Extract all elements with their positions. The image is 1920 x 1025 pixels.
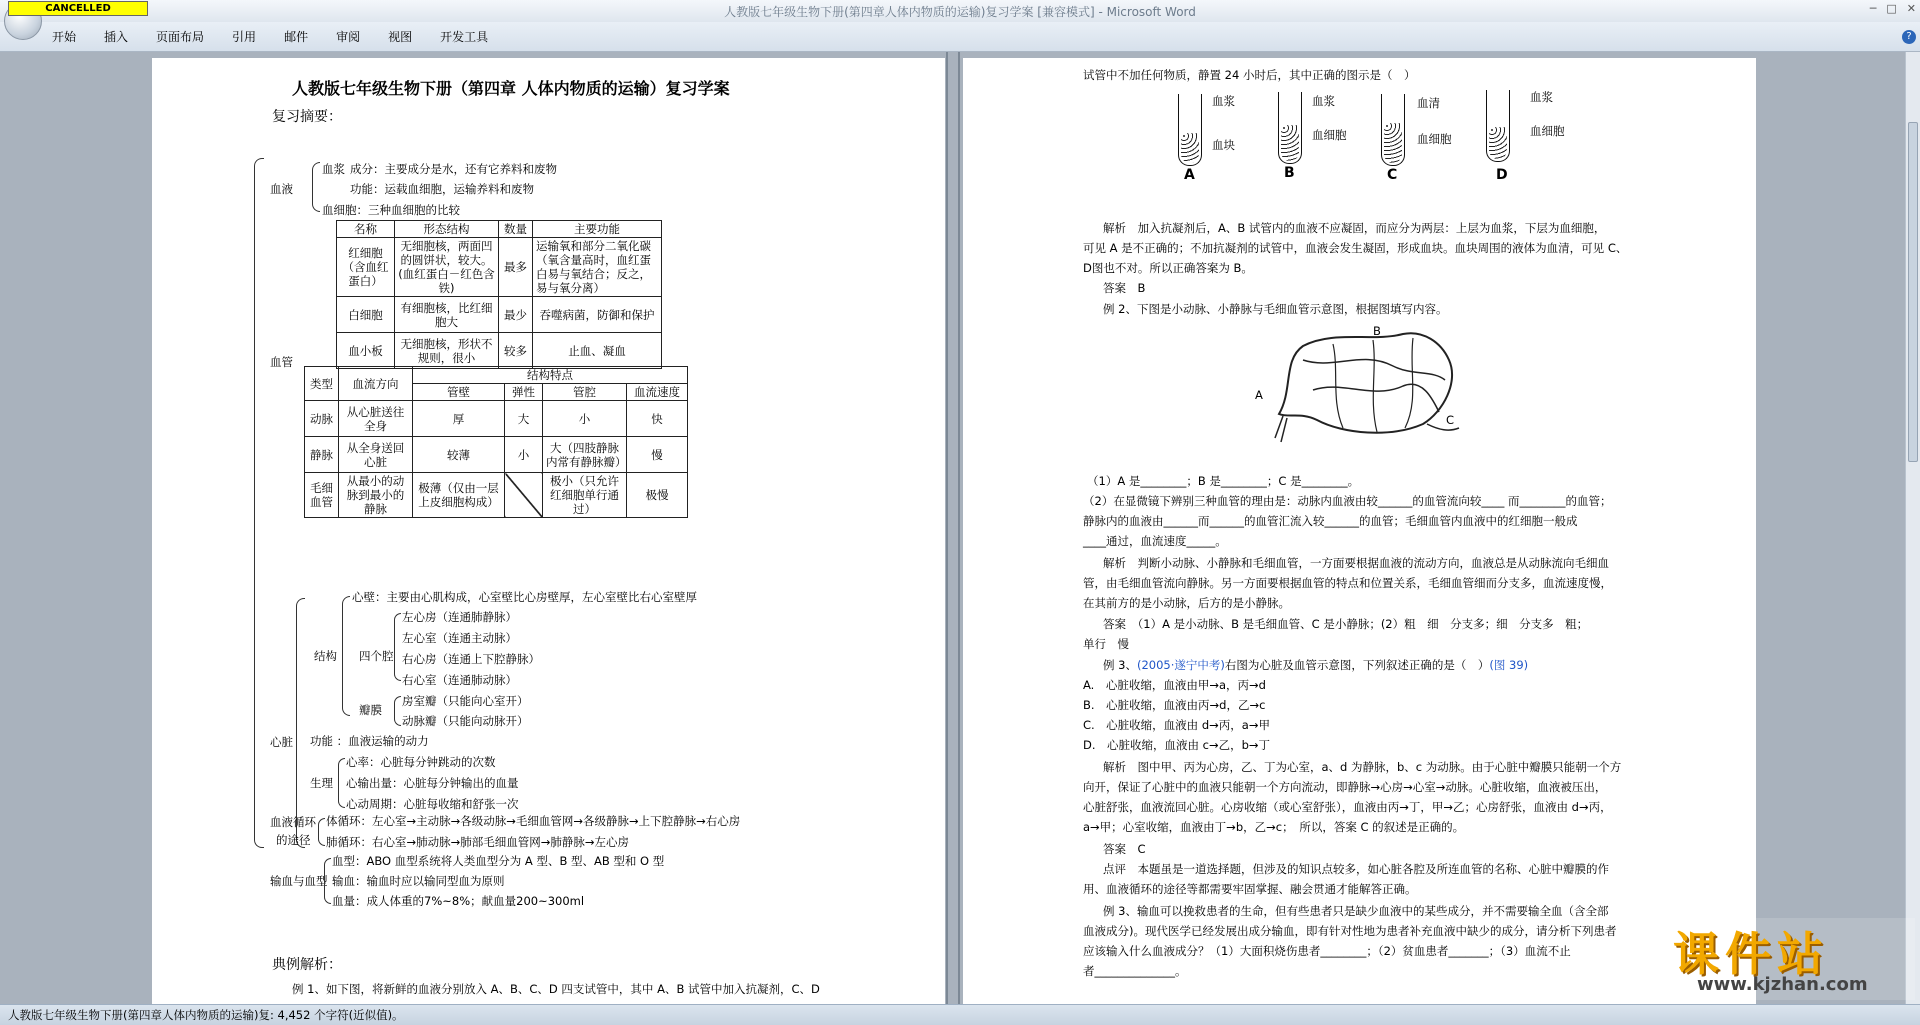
comment-a: 点评 本题虽是一道选择题，但涉及的知识点较多，如心脏各腔及所连血管的名称、心脏中瓣膜的作 [1103, 862, 1609, 876]
table-cell: 从心脏送往全身 [339, 401, 413, 437]
tab-page-layout[interactable]: 页面布局 [156, 30, 205, 44]
tab-mailings[interactable]: 邮件 [284, 30, 309, 44]
heart-wall: 心壁：主要由心肌构成，心室壁比心房壁厚，左心室壁比右心室壁厚 [352, 590, 697, 604]
summary-heading: 复习摘要： [272, 109, 342, 125]
right-atrium: 右心房（连通上下腔静脉） [402, 652, 540, 666]
table-cell: 动脉 [305, 401, 339, 437]
table-cell: 从全身送回心脏 [339, 437, 413, 473]
table-cell: 最少 [499, 297, 533, 333]
table-cell: 厚 [413, 401, 505, 437]
vessels-label: 血管 [270, 355, 293, 369]
table-cell: 较薄 [413, 437, 505, 473]
plasma-label: 血浆 [322, 162, 345, 176]
th-count: 数量 [499, 221, 533, 238]
semilunar-valve: 动脉瓣（只能向动脉开） [402, 714, 529, 728]
cardiac-output: 心输出量：心脏每分钟输出的血量 [346, 776, 519, 790]
tube-c-bottom-label: 血细胞 [1417, 132, 1452, 146]
tube-d-bottom-label: 血细胞 [1530, 124, 1565, 138]
example-3-figure-link[interactable]: (图 39) [1489, 658, 1529, 672]
table-cell: 止血、凝血 [533, 333, 662, 369]
blood-volume: 血量：成人体重的7%~8%；献血量200~300ml [332, 894, 585, 908]
heart-label: 心脏 [270, 735, 293, 749]
example-3-source-link[interactable]: (2005·遂宁中考) [1136, 658, 1225, 672]
example-4b: 血液成分)。现代医学已经发展出成分输血，即有针对性地为患者补充血液中缺少的成分，请分析下列患者 [1083, 924, 1617, 938]
window-title: 人教版七年级生物下册(第四章人体内物质的运输)复习学案 [兼容模式] - Microsoft Word [724, 5, 1196, 19]
heart-function: 功能 ：血液运输的动力 [310, 734, 429, 748]
th-structure: 形态结构 [395, 221, 499, 238]
tube-a-top-label: 血浆 [1212, 94, 1235, 108]
table-row [305, 401, 688, 437]
transfusion-brace [324, 858, 331, 904]
tube-d-letter: D [1496, 167, 1508, 183]
window-controls [1870, 2, 1916, 15]
tab-view[interactable]: 视图 [388, 30, 413, 44]
table-cell: 白细胞 [337, 297, 395, 333]
analysis-3d: a→甲；心室收缩，血液由丁→b，乙→c； 所以，答案 C 的叙述是正确的。 [1083, 820, 1465, 834]
table-row [305, 437, 688, 473]
table-row [337, 297, 662, 333]
circulation-brace [318, 818, 325, 846]
example-3 [1103, 658, 1528, 672]
table-row [305, 473, 688, 518]
option-d: D. 心脏收缩，血液由 c→乙，b→丁 [1083, 738, 1271, 752]
analysis-2a: 解析 判断小动脉、小静脉和毛细血管，一方面要根据血液的流动方向，血液总是从动脉流向毛细血 [1103, 556, 1609, 570]
ribbon-tabs [0, 22, 1920, 52]
table-cell: 血小板 [337, 333, 395, 369]
table-cell: 慢 [627, 437, 688, 473]
vessel-table [304, 366, 688, 518]
table-cell: 快 [627, 401, 688, 437]
question-2c: ____通过，血流速度_____。 [1083, 534, 1227, 548]
physiology-brace [338, 758, 345, 808]
question-2b: 静脉内的血液由______而______的血管汇流入较______的血管；毛细血管内血液中的红细胞一般成 [1083, 514, 1578, 528]
th-lumen: 管腔 [543, 384, 627, 401]
chambers-brace [394, 613, 401, 681]
th-direction: 血流方向 [339, 367, 413, 401]
table-cell: 小 [505, 437, 543, 473]
example-4d: 者______________。 [1083, 964, 1187, 978]
answer-3: 答案 C [1103, 842, 1146, 856]
pulmonary-circulation: 肺循环：右心室→肺动脉→肺部毛细血管网→肺静脉→左心房 [326, 835, 630, 849]
left-atrium: 左心房（连通肺静脉） [402, 610, 517, 624]
answer-2a: 答案 （1）A 是小动脉、B 是毛细血管、C 是小静脉；(2）粗 细 分支多；细 分支多 粗； [1103, 617, 1589, 631]
th-speed: 血流速度 [627, 384, 688, 401]
table-cell: 静脉 [305, 437, 339, 473]
tab-review[interactable]: 审阅 [336, 30, 361, 44]
th-name: 名称 [337, 221, 395, 238]
watermark-url: www.kjzhan.com [1697, 974, 1868, 995]
plasma-function: 功能：运载血细胞，运输养料和废物 [350, 182, 534, 196]
th-type: 类型 [305, 367, 339, 401]
circulation-label-2: 的途径 [276, 833, 311, 847]
outline-brace [254, 158, 264, 848]
status-bar [0, 1004, 1920, 1025]
tab-developer[interactable]: 开发工具 [440, 30, 489, 44]
table-cell: 最多 [499, 238, 533, 297]
four-chambers-label: 四个腔 [359, 649, 394, 663]
table-cell: 极薄（仅由一层上皮细胞构成） [413, 473, 505, 518]
heart-rate: 心率：心脏每分钟跳动的次数 [346, 755, 496, 769]
tab-insert[interactable]: 插入 [104, 30, 129, 44]
table-cell: 从最小的动脉到最小的静脉 [339, 473, 413, 518]
tab-home[interactable]: 开始 [52, 30, 77, 44]
blood-label: 血液 [270, 182, 293, 196]
table-row [337, 238, 662, 297]
av-valve: 房室瓣（只能向心室开） [402, 694, 529, 708]
analysis-1c: D图也不对。所以正确答案为 B。 [1083, 261, 1253, 275]
tube-c-top-label: 血清 [1417, 96, 1440, 110]
table-cell: 大（四肢静脉内常有静脉瓣） [543, 437, 627, 473]
table-cell: 运输氧和部分二氧化碳（氧含量高时，血红蛋白易与氧结合；反之，易与氧分离） [533, 238, 662, 297]
document-title: 人教版七年级生物下册（第四章 人体内物质的运输）复习学案 [292, 79, 730, 98]
table-cell: 有细胞核，比红细胞大 [395, 297, 499, 333]
blood-cells-line: 血细胞：三种血细胞的比较 [322, 203, 460, 217]
example-3-prefix: 例 3、 [1103, 658, 1137, 672]
table-cell: 毛细血管 [305, 473, 339, 518]
analysis-2c: 在其前方的是小动脉，后方的是小静脉。 [1083, 596, 1290, 610]
example-4a: 例 3、输血可以挽救患者的生命，但有些患者只是缺少血液中的某些成分，并不需要输全血（含全部 [1103, 904, 1609, 918]
maximize-icon[interactable]: □ [1886, 2, 1897, 15]
table-cell: 较多 [499, 333, 533, 369]
ex1-continued: 试管中不加任何物质，静置 24 小时后，其中正确的图示是（ ） [1083, 68, 1416, 82]
tab-references[interactable]: 引用 [232, 30, 257, 44]
circulation-label-1: 血液循环 [270, 815, 316, 829]
page-1[interactable] [152, 58, 945, 1004]
example-4c: 应该输入什么血液成分？（1）大面积烧伤患者________；（2）贫血患者_______；（3）血流不止 [1083, 944, 1571, 958]
valve-label: 瓣膜 [359, 703, 382, 717]
watermark [1665, 918, 1915, 1000]
title-bar [0, 0, 1920, 22]
document-area[interactable] [0, 52, 1905, 1004]
tube-b-top-label: 血浆 [1312, 94, 1335, 108]
table-cell: 吞噬病菌，防御和保护 [533, 297, 662, 333]
test-tube-a [1178, 94, 1202, 166]
question-1: （1）A 是________；B 是________；C 是________。 [1087, 474, 1360, 488]
cardiac-cycle: 心动周期：心脏每收缩和舒张一次 [346, 797, 519, 811]
page-gutter-right [958, 52, 960, 1004]
table-cell: 红细胞（含血红蛋白） [337, 238, 395, 297]
table-cell: 极小（只允许红细胞单行通过） [543, 473, 627, 518]
test-tube-b [1278, 92, 1302, 164]
th-function: 主要功能 [533, 221, 662, 238]
test-tube-d [1486, 90, 1510, 162]
analysis-2b: 管，由毛细血管流向静脉。另一方面要根据血管的特点和位置关系，毛细血管细而分支多，血流速度慢， [1083, 576, 1612, 590]
heart-brace [296, 598, 305, 848]
tube-a-letter: A [1184, 167, 1195, 183]
minimize-icon[interactable]: ─ [1869, 2, 1877, 15]
question-2a: （2）在显微镜下辨别三种血管的理由是：动脉内血液由较______的血管流向较____ 而________的血管； [1083, 494, 1612, 508]
table-cell: 极慢 [627, 473, 688, 518]
transfusion-label: 输血与血型 [270, 874, 328, 888]
option-b: B. 心脏收缩，血液由丙→d，乙→c [1083, 698, 1266, 712]
tube-c-letter: C [1387, 167, 1398, 183]
blood-types: 血型：ABO 血型系统将人类血型分为 A 型、B 型、AB 型和 O 型 [332, 854, 665, 868]
scrollbar-thumb[interactable] [1908, 122, 1918, 462]
close-icon[interactable]: ✕ [1906, 2, 1916, 15]
analysis-1a: 解析 加入抗凝剂后，A、B 试管内的血液不应凝固，而应分为两层：上层为血浆，下层为血细胞， [1103, 221, 1606, 235]
example-3-text: 右图为心脏及血管示意图，下列叙述正确的是（ ） [1224, 658, 1490, 672]
blood-cell-table [336, 220, 662, 369]
diagram-label-b: B [1373, 324, 1381, 338]
vertical-scrollbar[interactable] [1905, 52, 1920, 1004]
examples-heading: 典例解析： [272, 957, 342, 973]
watermark-brand: 课件站 [1673, 927, 1829, 981]
analysis-3b: 向开，保证了心脏中的血液只能朝一个方向流动，即静脉→心房→心室→动脉。心脏收缩，血液被压出， [1083, 780, 1607, 794]
systemic-circulation: 体循环：左心室→主动脉→各级动脉→毛细血管网→各级静脉→上下腔静脉→右心房 [326, 814, 741, 828]
analysis-3a: 解析 图中甲、丙为心房，乙、丁为心室，a、d 为静脉，b、c 为动脉。由于心脏中瓣膜只能朝一个方 [1103, 760, 1622, 774]
page-gutter-left [946, 52, 948, 1004]
tube-b-letter: B [1284, 165, 1295, 181]
test-tube-c [1381, 94, 1405, 166]
structure-brace [342, 596, 350, 716]
table-cell: 无细胞核，形状不规则，很小 [395, 333, 499, 369]
table-cell-diagonal [505, 473, 543, 518]
status-text: 人教版七年级生物下册(第四章人体内物质的运输)复: 4,452 个字符(近似值)。 [8, 1008, 404, 1022]
example-1-text: 例 1、如下图，将新鲜的血液分别放入 A、B、C、D 四支试管中，其中 A、B 试管中加入抗凝剂，C、D [292, 982, 820, 996]
help-icon[interactable]: ? [1902, 30, 1916, 44]
th-elasticity: 弹性 [505, 384, 543, 401]
physiology-label: 生理 [310, 776, 333, 790]
table-row [337, 333, 662, 369]
transfusion-rule: 输血：输血时应以输同型血为原则 [332, 874, 505, 888]
test-tube-figure [1178, 80, 1565, 190]
tube-d-top-label: 血浆 [1530, 90, 1553, 104]
comment-b: 用、血液循环的途径等都需要牢固掌握、融会贯通才能解答正确。 [1083, 882, 1417, 896]
option-c: C. 心脏收缩，血液由 d→丙，a→甲 [1083, 718, 1270, 732]
table-cell: 无细胞核，两面凹的圆饼状，较大。(血红蛋白－红色含铁) [395, 238, 499, 297]
tube-a-bottom-label: 血块 [1212, 138, 1235, 152]
tube-b-bottom-label: 血细胞 [1312, 128, 1347, 142]
page-2[interactable] [963, 58, 1756, 1004]
th-structure: 结构特点 [413, 367, 688, 384]
right-ventricle: 右心室（连通肺动脉） [402, 673, 517, 687]
plasma-composition: 成分：主要成分是水，还有它养料和废物 [350, 162, 557, 176]
valve-brace [394, 696, 401, 726]
heart-structure-label: 结构 [314, 649, 337, 663]
option-a: A. 心脏收缩，血液由甲→a，丙→d [1083, 678, 1266, 692]
table-cell: 小 [543, 401, 627, 437]
analysis-3c: 心脏舒张，血液流回心脏。心房收缩（或心室舒张），血液由丙→丁，甲→乙；心房舒张，血液由 d→丙， [1083, 800, 1612, 814]
th-wall: 管壁 [413, 384, 505, 401]
cancelled-badge: CANCELLED [8, 1, 148, 16]
blood-brace [312, 162, 320, 212]
capillary-diagram [1273, 320, 1463, 444]
analysis-1b: 可见 A 是不正确的；不加抗凝剂的试管中，血液会发生凝固，形成血块。血块周围的液体为血清，可见 C、 [1083, 241, 1628, 255]
example-2: 例 2、下图是小动脉、小静脉与毛细血管示意图，根据图填写内容。 [1103, 302, 1448, 316]
answer-2b: 单行 慢 [1083, 637, 1129, 651]
left-ventricle: 左心室（连通主动脉） [402, 631, 517, 645]
diagram-label-a: A [1255, 388, 1263, 402]
diagram-label-c: C [1446, 413, 1455, 427]
table-cell: 大 [505, 401, 543, 437]
answer-1: 答案 B [1103, 281, 1146, 295]
